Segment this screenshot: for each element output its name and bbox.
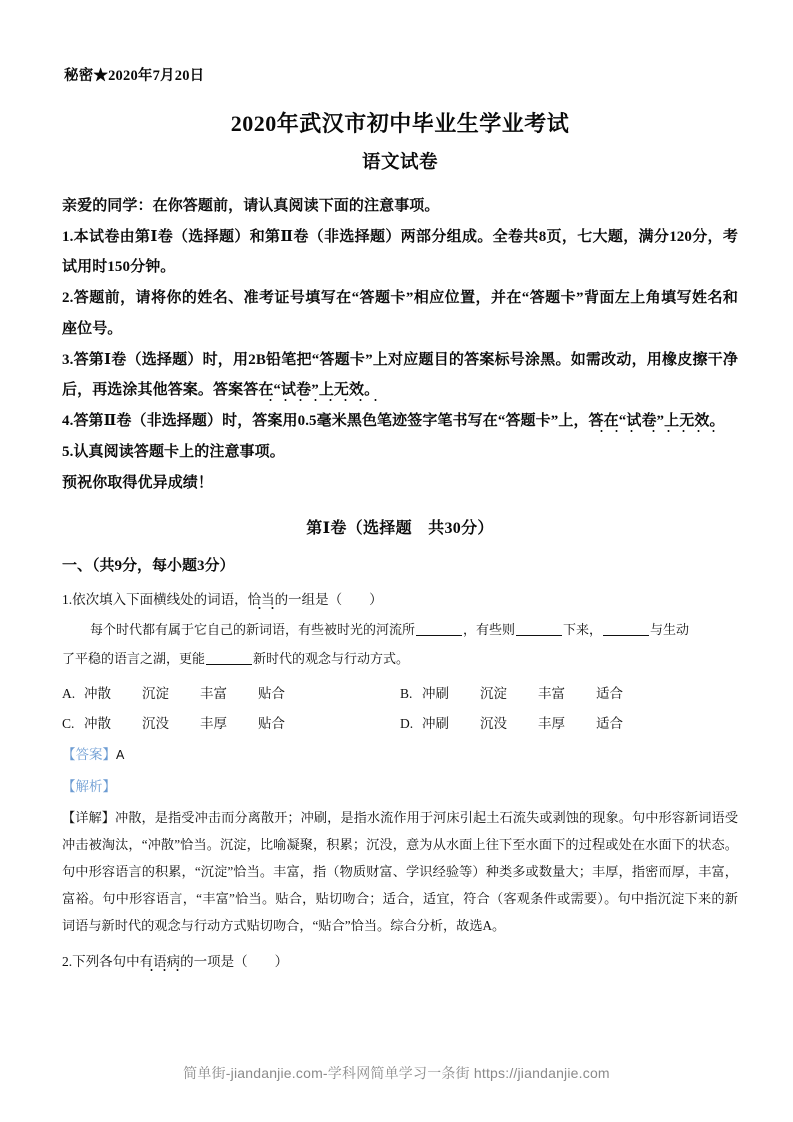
passage-blank-1 (416, 635, 462, 636)
question-2-stem-a: 2.下列各句中 (62, 954, 140, 970)
option-a-word-1: 冲散 (84, 686, 111, 701)
option-d-words (422, 709, 654, 739)
passage-blank-3 (603, 635, 649, 636)
passage-blank-2 (516, 635, 562, 636)
analysis-tag: 【解析】 (62, 779, 116, 795)
detail-text: 冲散，是指受冲击而分离散开；冲刷，是指水流作用于河床引起土石流失或剥蚀的现象。句中形容新词语受冲击被淘汰，“冲散”恰当。沉淀，比喻凝聚，积累；沉没，意为从水面上往下至水面下的过程或处在水面下的状态。句中形容语言的积累，“沉淀”恰当。丰富，指（物质财富、学识经验等）种类多或数量大；丰厚，指密而厚，丰富，富裕。句中形容语言，“丰富”恰当。贴合，贴切吻合；适合，适宜，符合（客观条件或需要）。句中指沉淀下来的新词语与新时代的观念与行动方式贴切吻合，“贴合”恰当。综合分析，故选A。 (62, 809, 739, 933)
passage-part-2b: 新时代的观念与行动方式。 (253, 650, 410, 666)
option-d-word-2: 沉没 (480, 715, 507, 731)
notice-block (62, 191, 738, 499)
option-a-word-2: 沉淀 (142, 686, 169, 701)
option-b[interactable] (400, 679, 738, 709)
option-a-word-3: 丰富 (200, 686, 227, 701)
section-heading-juan-1: 第Ⅰ卷（选择题 共30分） (306, 520, 494, 538)
option-c-words (84, 709, 316, 739)
notice-item-3-text: 3.答第Ⅰ卷（选择题）时，用2B铅笔把“答题卡”上对应题目的答案标号涂黑。如需改动，用橡皮擦干净后，再选涂其他答案。答案答 (62, 351, 738, 399)
question-2-stem (62, 949, 738, 975)
question-1-stem-b: 的一组是（ ） (274, 591, 383, 607)
notice-item-4-emphasis-a: 答在“试 (588, 413, 642, 430)
option-c-letter: C. (62, 715, 75, 731)
option-d-word-3: 丰厚 (538, 715, 565, 731)
option-c[interactable] (62, 709, 400, 739)
question-1-detail (62, 804, 738, 939)
secret-date-line: 秘密★2020年7月20日 (64, 68, 205, 84)
option-b-letter: B. (400, 686, 413, 701)
notice-item-3-emphasis: 在“试卷”上无效。 (258, 382, 380, 399)
question-1-stem-a: 1.依次填入下面横线处的词语， (62, 591, 248, 607)
option-a-word-4: 贴合 (258, 686, 285, 701)
answer-tag: 【答案】 (62, 747, 116, 763)
notice-item-1: 1.本试卷由第Ⅰ卷（选择题）和第Ⅱ卷（非选择题）两部分组成。全卷共8页，七大题，满分120分，考试用时150分钟。 (62, 228, 738, 276)
option-b-words (422, 679, 654, 709)
question-1-passage (62, 615, 738, 674)
option-a-letter: A. (62, 686, 76, 701)
question-2-stem-b: 的一项是（ ） (180, 954, 289, 970)
notice-item-4-emphasis-b: 卷”上无效。 (641, 413, 725, 430)
passage-part-2a: 了平稳的语言之湖，更能 (62, 650, 206, 666)
option-d-word-4: 适合 (596, 715, 623, 731)
option-a-words (84, 679, 316, 709)
notice-item-3 (62, 345, 738, 407)
notice-item-2: 2.答题前，请将你的姓名、准考证号填写在“答题卡”相应位置，并在“答题卡”背面左上角填写姓名和座位号。 (62, 290, 738, 337)
question-1-analysis-tag-line (62, 772, 738, 802)
option-row-2 (62, 709, 738, 739)
notice-item-5: 5.认真阅读答题卡上的注意事项。 (62, 443, 285, 460)
footer-watermark: 简单街-jiandanjie.com-学科网简单学习一条街 https://jiandanjie.com (183, 1065, 610, 1081)
option-b-word-3: 丰富 (538, 686, 565, 701)
passage-part-1a: 每个时代都有属于它自己的新词语，有些被时光的河流所 (90, 621, 416, 637)
option-a[interactable] (62, 679, 400, 709)
option-b-word-1: 冲刷 (422, 686, 449, 701)
page-title: 2020年武汉市初中毕业生学业考试 (230, 111, 570, 137)
question-1-stem (62, 588, 738, 613)
question-1-stem-emphasis: 恰当 (247, 591, 275, 607)
notice-wish: 预祝你取得优异成绩！ (62, 474, 214, 491)
option-c-word-4: 贴合 (258, 715, 285, 731)
passage-blank-4 (206, 664, 252, 665)
answer-value: A (116, 748, 125, 763)
option-c-word-1: 冲散 (84, 715, 111, 731)
question-1-options (62, 679, 738, 738)
notice-item-4-text: 4.答第Ⅱ卷（非选择题）时，答案用0.5毫米黑色笔迹签字笔书写在“答题卡”上， (62, 413, 589, 430)
option-c-word-3: 丰厚 (200, 715, 227, 731)
option-b-word-2: 沉淀 (480, 686, 507, 701)
option-d-word-1: 冲刷 (422, 715, 449, 731)
passage-part-1b: ，有些则 (463, 621, 516, 637)
question-1-answer (62, 740, 738, 770)
option-row-1 (62, 679, 738, 709)
notice-item-4 (62, 406, 738, 437)
option-d[interactable] (400, 709, 738, 739)
question-2-stem-emphasis: 有语病 (139, 954, 181, 970)
section-heading-group-1: 一、（共9分，每小题3分） (62, 558, 235, 575)
detail-tag: 【详解】 (62, 809, 116, 825)
notice-greeting: 亲爱的同学：在你答题前，请认真阅读下面的注意事项。 (62, 197, 440, 214)
page-subtitle: 语文试卷 (361, 152, 438, 173)
option-b-word-4: 适合 (596, 686, 623, 701)
passage-part-1d: 与生动 (650, 621, 690, 637)
option-c-word-2: 沉没 (142, 715, 169, 731)
option-d-letter: D. (400, 715, 414, 731)
passage-part-1c: 下来， (563, 621, 603, 637)
